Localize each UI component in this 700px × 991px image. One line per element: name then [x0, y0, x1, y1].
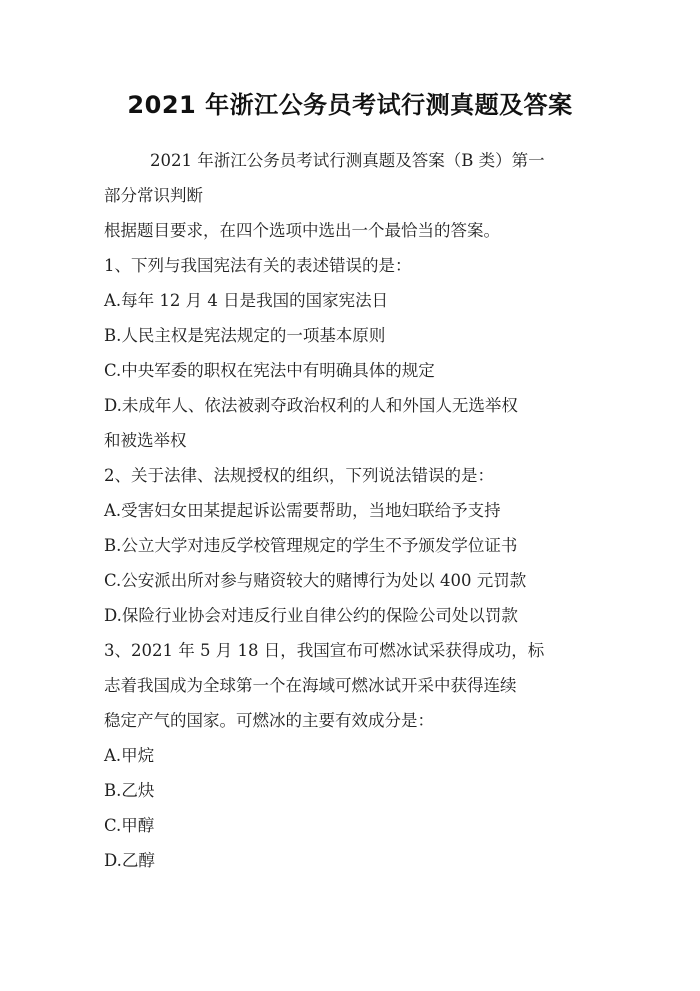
question-1-option-d-continued: 和被选举权 [104, 431, 187, 450]
question-3-continued-2: 稳定产气的国家。可燃冰的主要有效成分是： [104, 711, 434, 730]
question-3: 3、2021 年 5 月 18 日，我国宣布可燃冰试采获得成功，标 [104, 641, 545, 660]
intro-line: 2021 年浙江公务员考试行测真题及答案（B 类）第一 [150, 151, 545, 170]
question-3-option-c: C.甲醇 [104, 816, 155, 835]
question-2: 2、关于法律、法规授权的组织，下列说法错误的是： [104, 466, 494, 485]
section-heading: 部分常识判断 [104, 186, 203, 205]
instruction-line: 根据题目要求，在四个选项中选出一个最恰当的答案。 [104, 221, 500, 240]
question-3-option-b: B.乙炔 [104, 781, 155, 800]
question-3-option-d: D.乙醇 [104, 851, 155, 870]
question-1-option-b: B.人民主权是宪法规定的一项基本原则 [104, 326, 386, 345]
question-1-option-c: C.中央军委的职权在宪法中有明确具体的规定 [104, 361, 435, 380]
question-2-option-d: D.保险行业协会对违反行业自律公约的保险公司处以罚款 [104, 606, 518, 625]
page-title: 2021 年浙江公务员考试行测真题及答案 [127, 91, 573, 119]
question-2-option-b: B.公立大学对违反学校管理规定的学生不予颁发学位证书 [104, 536, 518, 555]
question-1-option-a: A.每年 12 月 4 日是我国的国家宪法日 [104, 291, 389, 310]
question-1: 1、下列与我国宪法有关的表述错误的是： [104, 256, 412, 275]
question-2-option-a: A.受害妇女田某提起诉讼需要帮助，当地妇联给予支持 [104, 501, 501, 520]
question-3-option-a: A.甲烷 [104, 746, 155, 765]
question-1-option-d: D.未成年人、依法被剥夺政治权利的人和外国人无选举权 [104, 396, 518, 415]
question-3-continued-1: 志着我国成为全球第一个在海域可燃冰试开采中获得连续 [104, 676, 517, 695]
document-body [104, 143, 604, 878]
question-2-option-c: C.公安派出所对参与赌资较大的赌博行为处以 400 元罚款 [104, 571, 527, 590]
